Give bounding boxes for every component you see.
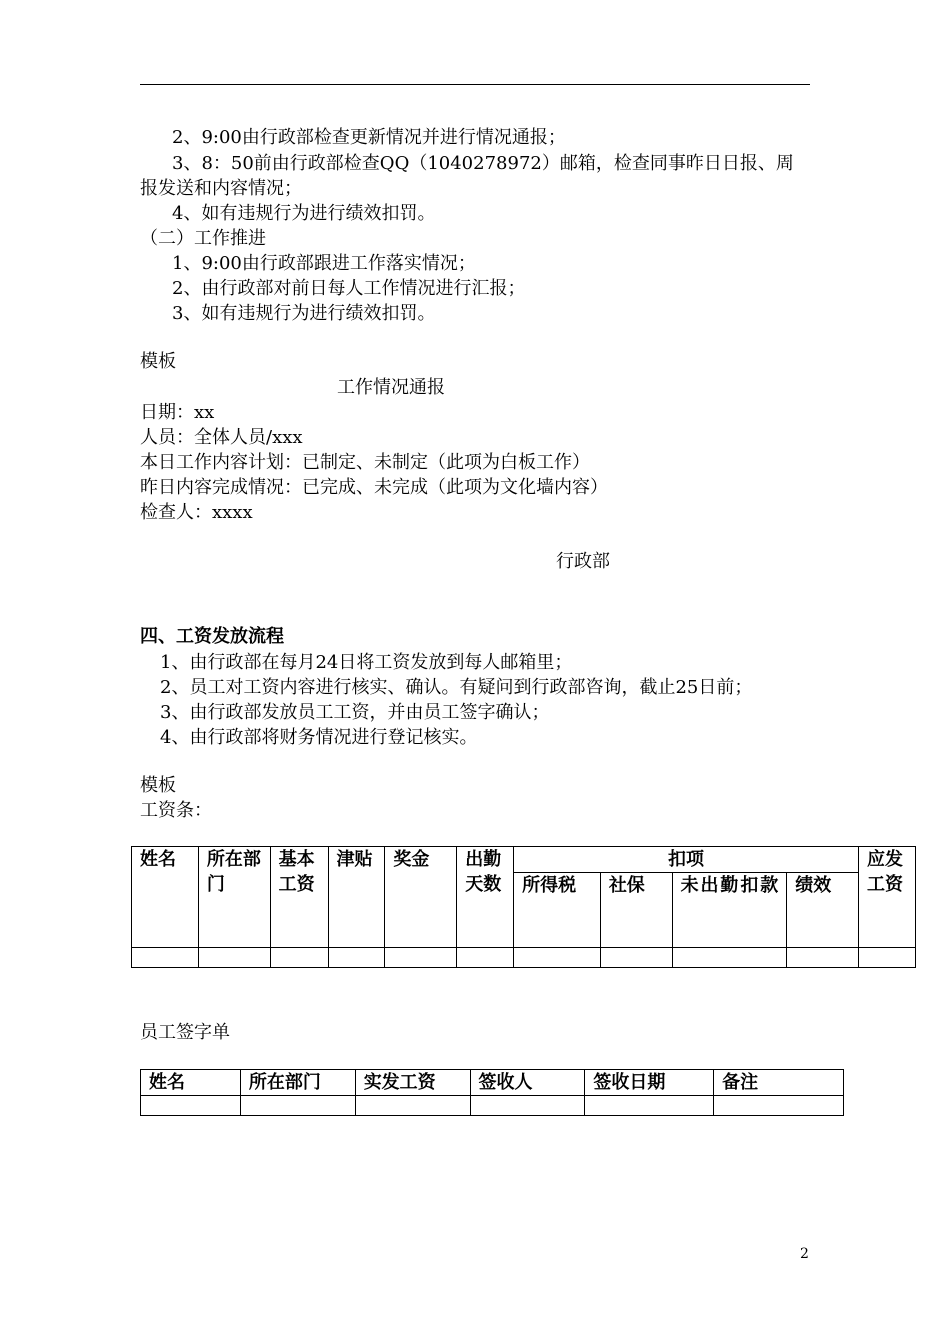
text-line: 2、由行政部对前日每人工作情况进行汇报； [172, 278, 526, 299]
header-base: 基本工资 [270, 847, 328, 948]
header-name: 姓名 [132, 847, 199, 948]
header-absence: 未出勤扣款 [672, 873, 787, 948]
sign-header-signer: 签收人 [470, 1070, 585, 1096]
text-line: 4、由行政部将财务情况进行登记核实。 [160, 727, 478, 748]
text-line: 报发送和内容情况； [140, 178, 302, 199]
header-rule [140, 84, 810, 85]
header-deductions: 扣项 [514, 847, 859, 873]
sign-sheet-title: 员工签字单 [140, 1022, 230, 1043]
cell[interactable] [355, 1096, 470, 1116]
cell[interactable] [859, 948, 916, 968]
text-line: 1、9:00由行政部跟进工作落实情况； [172, 253, 476, 274]
text-line: 4、如有违规行为进行绩效扣罚。 [172, 203, 436, 224]
cell[interactable] [457, 948, 514, 968]
cell[interactable] [385, 948, 457, 968]
header-social: 社保 [600, 873, 672, 948]
text-line: 3、8：50前由行政部检查QQ（1040278972）邮箱，检查同事昨日日报、周 [172, 153, 794, 174]
cell[interactable] [585, 1096, 714, 1116]
report-date: 日期：xx [140, 402, 215, 423]
payslip-caption: 工资条： [140, 800, 212, 821]
text-line: 1、由行政部在每月24日将工资发放到每人邮箱里； [160, 652, 573, 673]
subsection-heading: （二）工作推进 [140, 228, 266, 249]
table-row [132, 948, 916, 968]
header-performance: 绩效 [787, 873, 859, 948]
report-department: 行政部 [556, 551, 610, 572]
cell[interactable] [141, 1096, 241, 1116]
template-label: 模板 [140, 775, 176, 796]
text-line: 3、如有违规行为进行绩效扣罚。 [172, 303, 436, 324]
text-line: 3、由行政部发放员工工资，并由员工签字确认； [160, 702, 550, 723]
cell[interactable] [132, 948, 199, 968]
report-title: 工作情况通报 [337, 377, 445, 398]
section-heading: 四、工资发放流程 [140, 626, 284, 647]
sign-header-paid: 实发工资 [355, 1070, 470, 1096]
cell[interactable] [787, 948, 859, 968]
sign-header-dept: 所在部门 [240, 1070, 355, 1096]
cell[interactable] [240, 1096, 355, 1116]
sign-header-notes: 备注 [714, 1070, 844, 1096]
report-checker: 检查人：xxxx [140, 502, 253, 523]
sign-sheet-table [140, 1069, 844, 1116]
cell[interactable] [672, 948, 787, 968]
cell[interactable] [328, 948, 385, 968]
text-line: 2、9:00由行政部检查更新情况并进行情况通报； [172, 127, 566, 148]
cell[interactable] [470, 1096, 585, 1116]
header-payable: 应发工资 [859, 847, 916, 948]
sign-header-name: 姓名 [141, 1070, 241, 1096]
report-plan: 本日工作内容计划：已制定、未制定（此项为白板工作） [140, 452, 590, 473]
header-bonus: 奖金 [385, 847, 457, 948]
text-line: 2、员工对工资内容进行核实、确认。有疑问到行政部咨询，截止25日前； [160, 677, 753, 698]
cell[interactable] [270, 948, 328, 968]
header-attendance: 出勤天数 [457, 847, 514, 948]
report-people: 人员：全体人员/xxx [140, 427, 303, 448]
template-label: 模板 [140, 351, 176, 372]
header-allowance: 津贴 [328, 847, 385, 948]
sign-header-date: 签收日期 [585, 1070, 714, 1096]
header-tax: 所得税 [514, 873, 601, 948]
salary-table [131, 846, 916, 968]
cell[interactable] [714, 1096, 844, 1116]
table-row [141, 1096, 844, 1116]
page-number: 2 [800, 1246, 809, 1262]
cell[interactable] [600, 948, 672, 968]
cell[interactable] [198, 948, 270, 968]
report-done: 昨日内容完成情况：已完成、未完成（此项为文化墙内容） [140, 477, 608, 498]
cell[interactable] [514, 948, 601, 968]
header-dept: 所在部门 [198, 847, 270, 948]
